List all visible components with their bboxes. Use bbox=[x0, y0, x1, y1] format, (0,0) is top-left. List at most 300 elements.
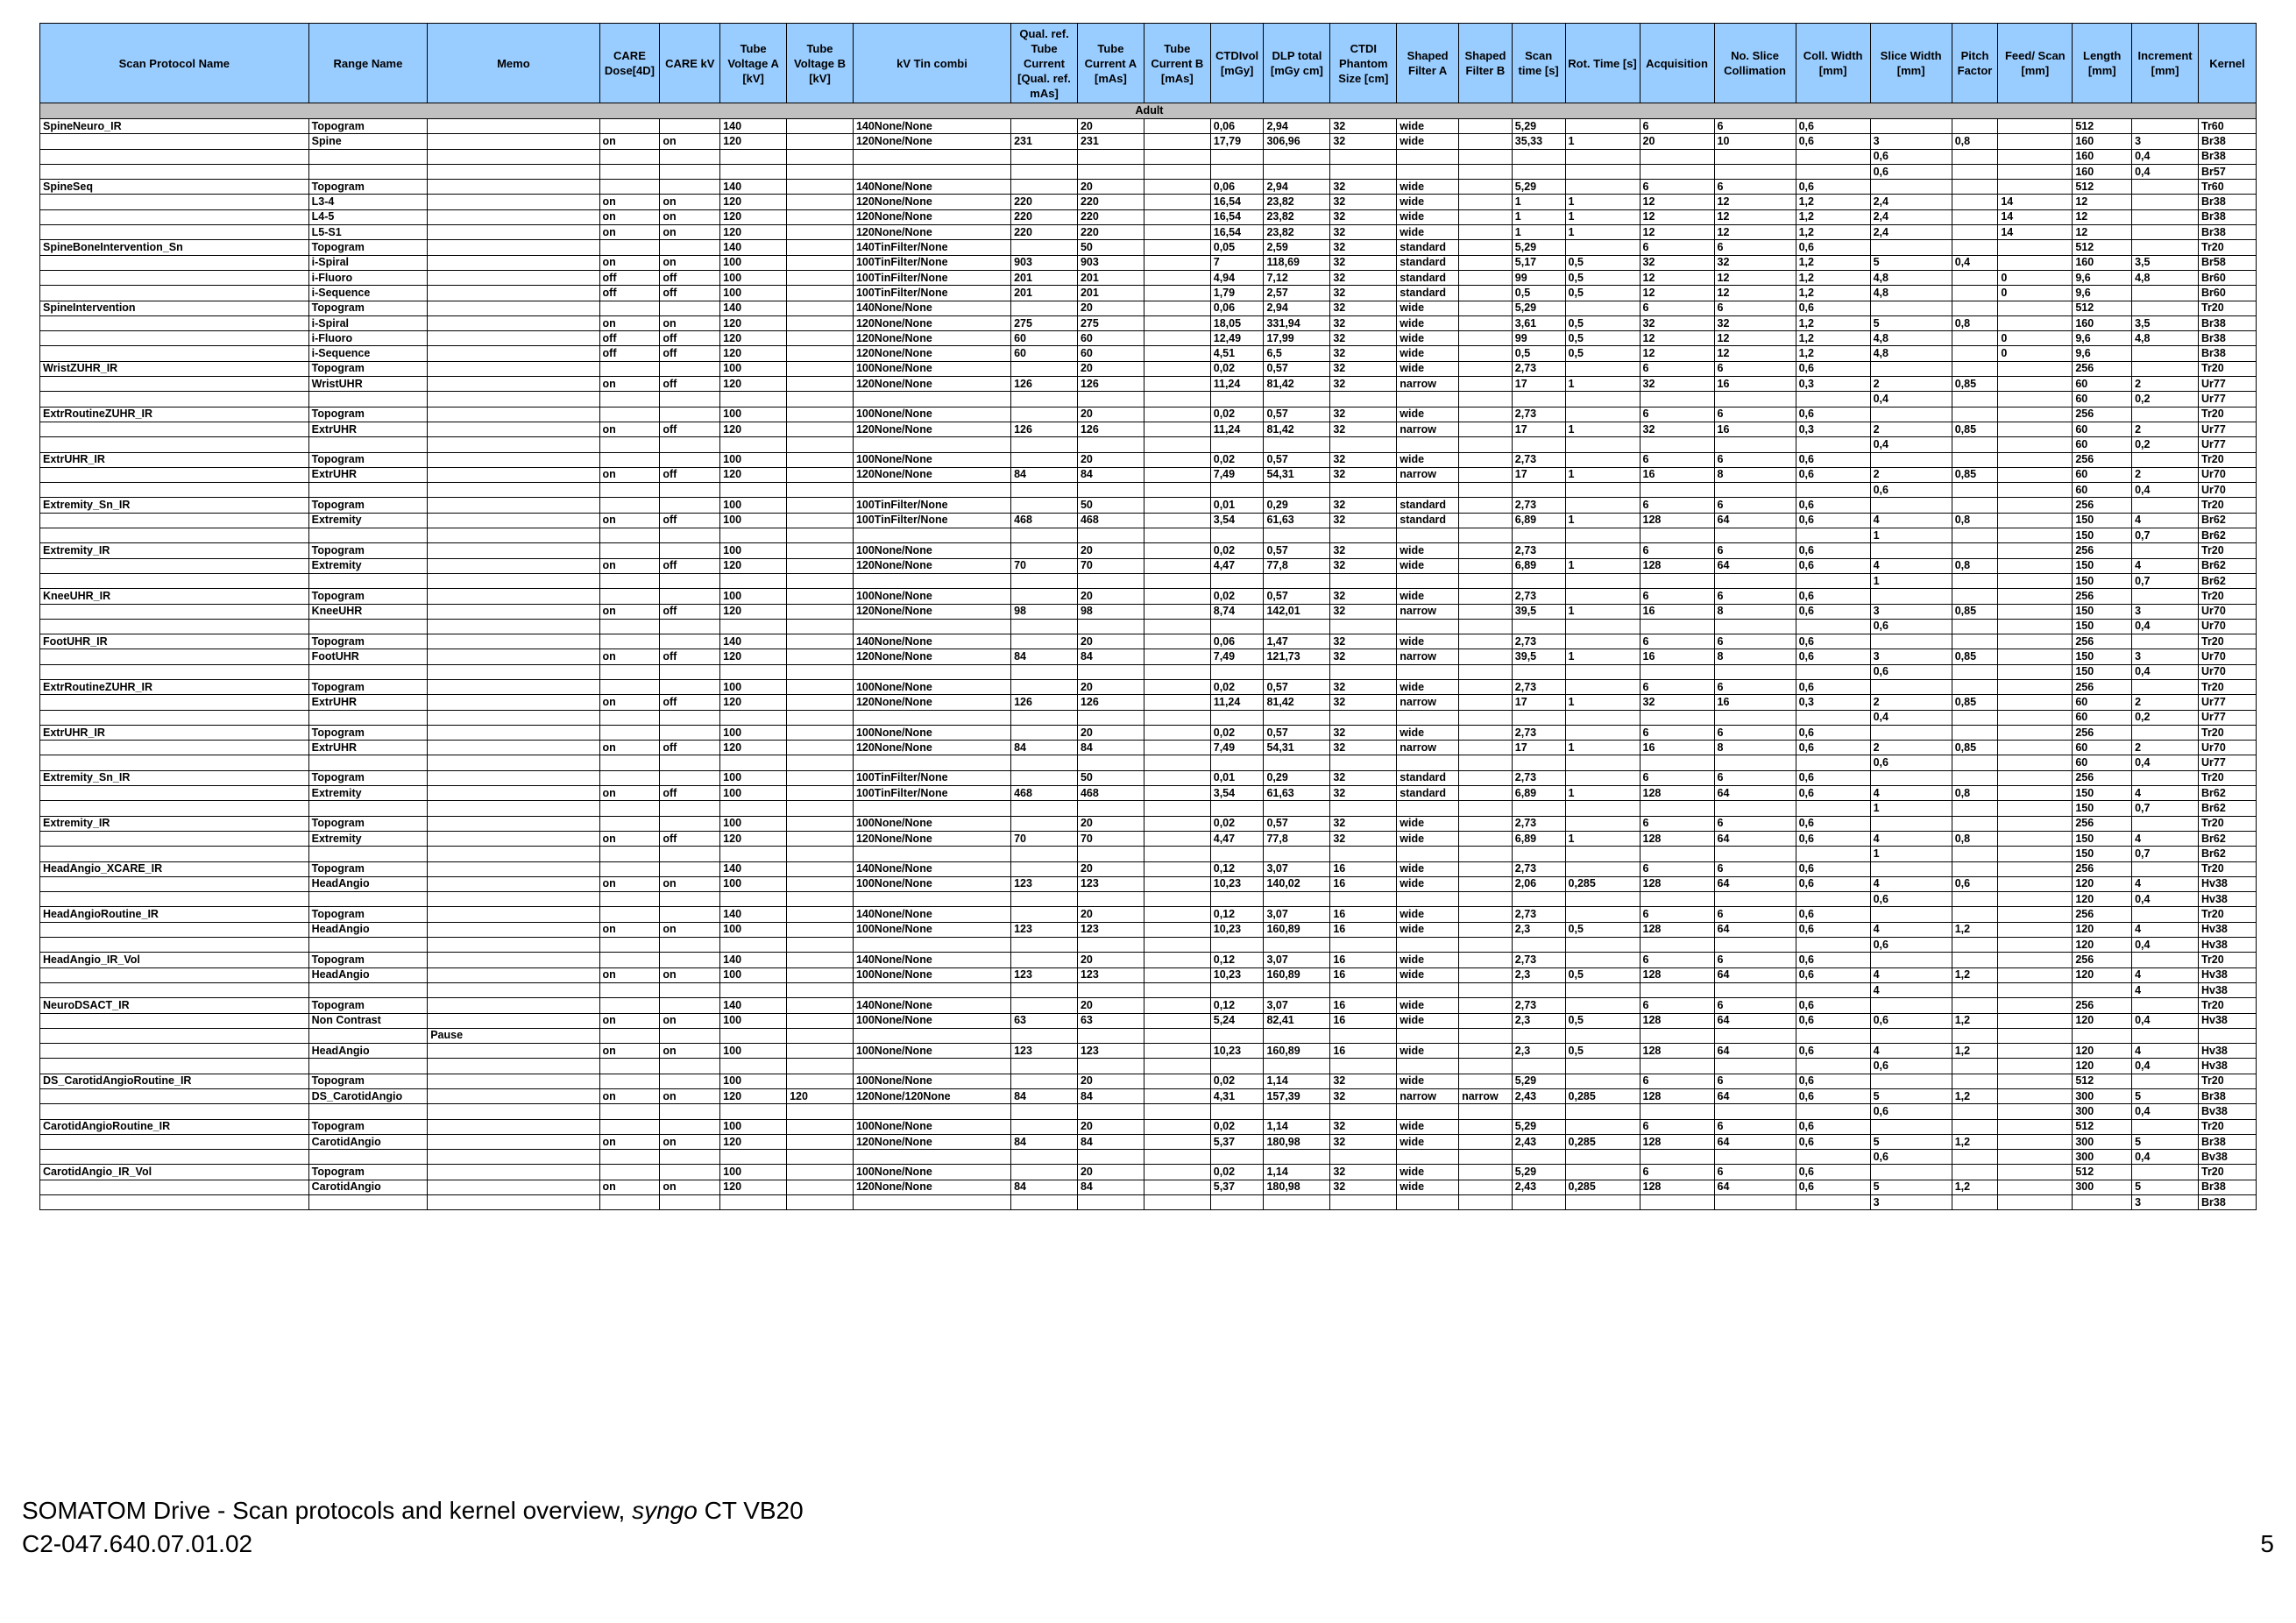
cell-shaped-filter-b bbox=[1459, 301, 1513, 315]
cell-kv-tin-combi bbox=[853, 164, 1010, 179]
cell-acquisition: 16 bbox=[1640, 604, 1714, 619]
cell-kv-tin-combi: 100None/None bbox=[853, 1074, 1010, 1088]
cell-care-kv bbox=[660, 1150, 720, 1165]
cell-care-kv bbox=[660, 892, 720, 907]
cell-acquisition bbox=[1640, 1150, 1714, 1165]
cell-scan-time-s bbox=[1512, 1028, 1565, 1043]
cell-memo bbox=[428, 1150, 599, 1165]
cell-shaped-filter-a: narrow bbox=[1397, 695, 1459, 710]
table-row bbox=[40, 1134, 2257, 1149]
cell-kv-tin-combi: 140None/None bbox=[853, 953, 1010, 967]
cell-length-mm: 300 bbox=[2073, 1104, 2132, 1119]
cell-length-mm: 512 bbox=[2073, 1074, 2132, 1088]
cell-scan-time-s bbox=[1512, 483, 1565, 498]
cell-coll-width-mm bbox=[1796, 710, 1870, 725]
cell-range-name: Topogram bbox=[308, 907, 428, 922]
cell-coll-width-mm bbox=[1796, 483, 1870, 498]
cell-rot-time-s bbox=[1565, 953, 1640, 967]
cell-shaped-filter-a: narrow bbox=[1397, 1089, 1459, 1104]
cell-care-kv bbox=[660, 755, 720, 770]
cell-acquisition: 128 bbox=[1640, 922, 1714, 937]
cell-feed-scan-mm bbox=[1998, 953, 2073, 967]
cell-ctdivol-mgy: 0,12 bbox=[1210, 998, 1264, 1013]
cell-tube-current-b-mas bbox=[1144, 407, 1210, 422]
cell-kv-tin-combi: 120None/None bbox=[853, 558, 1010, 573]
cell-dlp-total-mgy-cm: 140,02 bbox=[1264, 876, 1330, 891]
cell-care-dose-4d: on bbox=[599, 695, 660, 710]
cell-kv-tin-combi bbox=[853, 528, 1010, 543]
cell-pitch-factor: 0,85 bbox=[1952, 467, 1998, 482]
cell-care-dose-4d bbox=[599, 437, 660, 452]
cell-length-mm: 150 bbox=[2073, 528, 2132, 543]
cell-ctdivol-mgy bbox=[1210, 1104, 1264, 1119]
cell-feed-scan-mm bbox=[1998, 301, 2073, 315]
cell-tube-current-a-mas: 20 bbox=[1077, 907, 1144, 922]
cell-coll-width-mm: 0,6 bbox=[1796, 861, 1870, 876]
cell-range-name: Topogram bbox=[308, 452, 428, 467]
cell-memo bbox=[428, 407, 599, 422]
cell-tube-current-b-mas bbox=[1144, 847, 1210, 861]
table-row bbox=[40, 1059, 2257, 1074]
cell-range-name: Topogram bbox=[308, 1119, 428, 1134]
cell-care-kv bbox=[660, 1165, 720, 1180]
cell-ctdivol-mgy bbox=[1210, 149, 1264, 164]
cell-scan-time-s bbox=[1512, 392, 1565, 407]
cell-qual-ref-tube-current-qual-ref-mas bbox=[1011, 1165, 1078, 1180]
cell-qual-ref-tube-current-qual-ref-mas bbox=[1011, 528, 1078, 543]
cell-rot-time-s bbox=[1565, 361, 1640, 376]
cell-no-slice-collimation: 6 bbox=[1714, 543, 1796, 558]
cell-pitch-factor bbox=[1952, 1028, 1998, 1043]
column-header-tube-voltage-a-kv: Tube Voltage A [kV] bbox=[720, 24, 787, 103]
cell-memo bbox=[428, 741, 599, 755]
table-row bbox=[40, 180, 2257, 195]
cell-shaped-filter-b bbox=[1459, 634, 1513, 649]
cell-qual-ref-tube-current-qual-ref-mas bbox=[1011, 483, 1078, 498]
cell-rot-time-s: 1 bbox=[1565, 467, 1640, 482]
cell-tube-voltage-b-kv bbox=[787, 270, 854, 285]
cell-dlp-total-mgy-cm bbox=[1264, 392, 1330, 407]
cell-coll-width-mm bbox=[1796, 982, 1870, 997]
cell-dlp-total-mgy-cm: 180,98 bbox=[1264, 1180, 1330, 1194]
cell-tube-current-a-mas: 70 bbox=[1077, 558, 1144, 573]
cell-acquisition: 6 bbox=[1640, 589, 1714, 604]
cell-care-dose-4d bbox=[599, 892, 660, 907]
cell-acquisition bbox=[1640, 573, 1714, 588]
cell-no-slice-collimation bbox=[1714, 664, 1796, 679]
cell-acquisition: 6 bbox=[1640, 1165, 1714, 1180]
cell-tube-voltage-a-kv: 140 bbox=[720, 240, 787, 255]
cell-ctdi-phantom-size-cm: 32 bbox=[1330, 513, 1397, 528]
cell-care-kv bbox=[660, 483, 720, 498]
cell-scan-protocol-name bbox=[40, 1013, 309, 1028]
cell-no-slice-collimation: 6 bbox=[1714, 119, 1796, 134]
cell-scan-protocol-name: HeadAngio_XCARE_IR bbox=[40, 861, 309, 876]
cell-care-dose-4d: on bbox=[599, 1180, 660, 1194]
cell-feed-scan-mm bbox=[1998, 1134, 2073, 1149]
cell-care-kv: on bbox=[660, 1134, 720, 1149]
cell-tube-voltage-b-kv bbox=[787, 710, 854, 725]
cell-dlp-total-mgy-cm bbox=[1264, 619, 1330, 634]
cell-ctdi-phantom-size-cm bbox=[1330, 437, 1397, 452]
cell-coll-width-mm: 0,6 bbox=[1796, 1134, 1870, 1149]
cell-dlp-total-mgy-cm: 118,69 bbox=[1264, 255, 1330, 270]
cell-slice-width-mm: 4,8 bbox=[1870, 331, 1952, 346]
cell-length-mm: 160 bbox=[2073, 134, 2132, 149]
cell-qual-ref-tube-current-qual-ref-mas bbox=[1011, 392, 1078, 407]
cell-coll-width-mm: 1,2 bbox=[1796, 315, 1870, 330]
cell-shaped-filter-a bbox=[1397, 437, 1459, 452]
cell-scan-time-s bbox=[1512, 1150, 1565, 1165]
cell-qual-ref-tube-current-qual-ref-mas bbox=[1011, 619, 1078, 634]
cell-range-name: Topogram bbox=[308, 119, 428, 134]
cell-rot-time-s: 0,285 bbox=[1565, 876, 1640, 891]
cell-increment-mm bbox=[2132, 1119, 2199, 1134]
cell-care-dose-4d: on bbox=[599, 1134, 660, 1149]
cell-care-dose-4d: on bbox=[599, 225, 660, 240]
cell-qual-ref-tube-current-qual-ref-mas: 84 bbox=[1011, 467, 1078, 482]
cell-feed-scan-mm bbox=[1998, 407, 2073, 422]
cell-slice-width-mm bbox=[1870, 1074, 1952, 1088]
cell-kernel: Br62 bbox=[2199, 528, 2257, 543]
cell-rot-time-s: 1 bbox=[1565, 225, 1640, 240]
cell-scan-protocol-name: Extremity_Sn_IR bbox=[40, 770, 309, 785]
cell-tube-current-b-mas bbox=[1144, 710, 1210, 725]
cell-tube-current-a-mas: 20 bbox=[1077, 816, 1144, 831]
cell-feed-scan-mm: 14 bbox=[1998, 209, 2073, 224]
cell-kernel: Br62 bbox=[2199, 786, 2257, 801]
cell-ctdivol-mgy: 10,23 bbox=[1210, 967, 1264, 982]
cell-care-kv: on bbox=[660, 1180, 720, 1194]
cell-no-slice-collimation bbox=[1714, 483, 1796, 498]
cell-no-slice-collimation: 6 bbox=[1714, 1119, 1796, 1134]
table-row bbox=[40, 938, 2257, 953]
cell-coll-width-mm bbox=[1796, 619, 1870, 634]
table-row bbox=[40, 377, 2257, 392]
cell-kernel: Br38 bbox=[2199, 346, 2257, 361]
cell-increment-mm: 2 bbox=[2132, 467, 2199, 482]
cell-qual-ref-tube-current-qual-ref-mas bbox=[1011, 1104, 1078, 1119]
cell-pitch-factor bbox=[1952, 573, 1998, 588]
cell-scan-time-s: 2,43 bbox=[1512, 1089, 1565, 1104]
cell-scan-time-s: 2,73 bbox=[1512, 770, 1565, 785]
cell-slice-width-mm: 0,6 bbox=[1870, 1059, 1952, 1074]
cell-ctdi-phantom-size-cm bbox=[1330, 892, 1397, 907]
cell-coll-width-mm: 0,6 bbox=[1796, 119, 1870, 134]
cell-slice-width-mm: 4,8 bbox=[1870, 270, 1952, 285]
cell-tube-voltage-b-kv bbox=[787, 483, 854, 498]
cell-kv-tin-combi bbox=[853, 573, 1010, 588]
cell-ctdi-phantom-size-cm: 32 bbox=[1330, 346, 1397, 361]
cell-memo bbox=[428, 301, 599, 315]
table-row bbox=[40, 558, 2257, 573]
cell-range-name: Topogram bbox=[308, 634, 428, 649]
cell-range-name: Topogram bbox=[308, 407, 428, 422]
cell-memo bbox=[428, 634, 599, 649]
cell-slice-width-mm: 2,4 bbox=[1870, 209, 1952, 224]
cell-ctdi-phantom-size-cm: 32 bbox=[1330, 315, 1397, 330]
cell-range-name: Extremity bbox=[308, 558, 428, 573]
cell-increment-mm bbox=[2132, 361, 2199, 376]
cell-slice-width-mm: 5 bbox=[1870, 1180, 1952, 1194]
cell-range-name bbox=[308, 392, 428, 407]
cell-tube-voltage-b-kv bbox=[787, 755, 854, 770]
cell-care-kv: on bbox=[660, 209, 720, 224]
cell-pitch-factor bbox=[1952, 1150, 1998, 1165]
cell-coll-width-mm: 0,6 bbox=[1796, 876, 1870, 891]
cell-shaped-filter-b bbox=[1459, 1119, 1513, 1134]
table-row bbox=[40, 953, 2257, 967]
cell-tube-voltage-b-kv bbox=[787, 953, 854, 967]
cell-coll-width-mm bbox=[1796, 755, 1870, 770]
cell-care-dose-4d: off bbox=[599, 331, 660, 346]
cell-rot-time-s bbox=[1565, 816, 1640, 831]
cell-qual-ref-tube-current-qual-ref-mas: 126 bbox=[1011, 377, 1078, 392]
cell-kernel: Hv38 bbox=[2199, 1044, 2257, 1059]
cell-feed-scan-mm bbox=[1998, 315, 2073, 330]
cell-memo bbox=[428, 892, 599, 907]
table-row bbox=[40, 164, 2257, 179]
cell-feed-scan-mm: 0 bbox=[1998, 346, 2073, 361]
cell-coll-width-mm bbox=[1796, 1028, 1870, 1043]
cell-ctdi-phantom-size-cm bbox=[1330, 801, 1397, 816]
cell-shaped-filter-b: narrow bbox=[1459, 1089, 1513, 1104]
cell-pitch-factor bbox=[1952, 953, 1998, 967]
cell-qual-ref-tube-current-qual-ref-mas bbox=[1011, 149, 1078, 164]
cell-ctdivol-mgy bbox=[1210, 1059, 1264, 1074]
cell-tube-voltage-b-kv: 120 bbox=[787, 1089, 854, 1104]
cell-scan-protocol-name: NeuroDSACT_IR bbox=[40, 998, 309, 1013]
cell-tube-current-a-mas bbox=[1077, 801, 1144, 816]
cell-acquisition bbox=[1640, 710, 1714, 725]
cell-tube-voltage-b-kv bbox=[787, 407, 854, 422]
cell-tube-current-b-mas bbox=[1144, 528, 1210, 543]
cell-ctdi-phantom-size-cm: 32 bbox=[1330, 286, 1397, 301]
cell-range-name: Topogram bbox=[308, 998, 428, 1013]
cell-tube-voltage-a-kv bbox=[720, 164, 787, 179]
cell-scan-time-s: 5,29 bbox=[1512, 301, 1565, 315]
table-row bbox=[40, 513, 2257, 528]
cell-kv-tin-combi: 120None/None bbox=[853, 1180, 1010, 1194]
cell-acquisition: 16 bbox=[1640, 649, 1714, 664]
cell-acquisition bbox=[1640, 801, 1714, 816]
cell-tube-current-b-mas bbox=[1144, 786, 1210, 801]
cell-tube-current-b-mas bbox=[1144, 938, 1210, 953]
cell-tube-voltage-b-kv bbox=[787, 573, 854, 588]
cell-qual-ref-tube-current-qual-ref-mas: 84 bbox=[1011, 1089, 1078, 1104]
cell-shaped-filter-a: wide bbox=[1397, 1180, 1459, 1194]
cell-no-slice-collimation bbox=[1714, 847, 1796, 861]
cell-feed-scan-mm bbox=[1998, 967, 2073, 982]
cell-shaped-filter-b bbox=[1459, 725, 1513, 740]
cell-length-mm: 60 bbox=[2073, 377, 2132, 392]
cell-ctdivol-mgy: 0,12 bbox=[1210, 953, 1264, 967]
cell-tube-current-b-mas bbox=[1144, 270, 1210, 285]
cell-length-mm: 256 bbox=[2073, 407, 2132, 422]
cell-dlp-total-mgy-cm: 1,47 bbox=[1264, 634, 1330, 649]
cell-length-mm: 150 bbox=[2073, 847, 2132, 861]
cell-rot-time-s bbox=[1565, 180, 1640, 195]
cell-ctdi-phantom-size-cm bbox=[1330, 847, 1397, 861]
cell-shaped-filter-b bbox=[1459, 907, 1513, 922]
cell-rot-time-s: 1 bbox=[1565, 513, 1640, 528]
cell-kernel: Br62 bbox=[2199, 513, 2257, 528]
cell-acquisition: 128 bbox=[1640, 1180, 1714, 1194]
cell-pitch-factor bbox=[1952, 119, 1998, 134]
table-row bbox=[40, 907, 2257, 922]
cell-no-slice-collimation: 64 bbox=[1714, 1089, 1796, 1104]
cell-tube-voltage-a-kv: 120 bbox=[720, 331, 787, 346]
cell-increment-mm bbox=[2132, 725, 2199, 740]
cell-kernel: Tr20 bbox=[2199, 998, 2257, 1013]
cell-no-slice-collimation: 8 bbox=[1714, 649, 1796, 664]
cell-shaped-filter-b bbox=[1459, 270, 1513, 285]
cell-increment-mm: 3 bbox=[2132, 649, 2199, 664]
cell-slice-width-mm bbox=[1870, 589, 1952, 604]
cell-care-dose-4d: on bbox=[599, 558, 660, 573]
cell-shaped-filter-a: wide bbox=[1397, 861, 1459, 876]
cell-scan-time-s bbox=[1512, 847, 1565, 861]
cell-length-mm: 150 bbox=[2073, 664, 2132, 679]
cell-scan-time-s bbox=[1512, 664, 1565, 679]
cell-care-kv bbox=[660, 1028, 720, 1043]
cell-scan-time-s: 2,73 bbox=[1512, 361, 1565, 376]
cell-scan-time-s bbox=[1512, 755, 1565, 770]
cell-kernel: Tr20 bbox=[2199, 361, 2257, 376]
cell-scan-time-s: 2,3 bbox=[1512, 1013, 1565, 1028]
cell-tube-current-b-mas bbox=[1144, 331, 1210, 346]
cell-ctdi-phantom-size-cm: 32 bbox=[1330, 589, 1397, 604]
column-header-scan-time-s: Scan time [s] bbox=[1512, 24, 1565, 103]
cell-tube-current-b-mas bbox=[1144, 1013, 1210, 1028]
cell-acquisition bbox=[1640, 938, 1714, 953]
cell-range-name: Extremity bbox=[308, 831, 428, 846]
cell-care-kv bbox=[660, 861, 720, 876]
cell-tube-voltage-a-kv: 120 bbox=[720, 1089, 787, 1104]
cell-length-mm: 120 bbox=[2073, 938, 2132, 953]
cell-kv-tin-combi: 120None/120None bbox=[853, 1089, 1010, 1104]
cell-range-name bbox=[308, 437, 428, 452]
cell-memo bbox=[428, 361, 599, 376]
cell-kv-tin-combi: 120None/None bbox=[853, 1134, 1010, 1149]
cell-length-mm: 9,6 bbox=[2073, 270, 2132, 285]
cell-kernel: Bv38 bbox=[2199, 1104, 2257, 1119]
cell-scan-protocol-name bbox=[40, 134, 309, 149]
cell-scan-protocol-name: SpineNeuro_IR bbox=[40, 119, 309, 134]
cell-tube-current-b-mas bbox=[1144, 679, 1210, 694]
column-header-slice-width-mm: Slice Width [mm] bbox=[1870, 24, 1952, 103]
cell-qual-ref-tube-current-qual-ref-mas bbox=[1011, 119, 1078, 134]
cell-scan-protocol-name: ExtrUHR_IR bbox=[40, 452, 309, 467]
cell-feed-scan-mm bbox=[1998, 741, 2073, 755]
cell-memo bbox=[428, 452, 599, 467]
cell-rot-time-s bbox=[1565, 1150, 1640, 1165]
cell-tube-voltage-a-kv: 100 bbox=[720, 967, 787, 982]
cell-feed-scan-mm bbox=[1998, 361, 2073, 376]
table-row bbox=[40, 240, 2257, 255]
cell-no-slice-collimation: 6 bbox=[1714, 998, 1796, 1013]
cell-tube-current-a-mas: 20 bbox=[1077, 361, 1144, 376]
cell-shaped-filter-a bbox=[1397, 710, 1459, 725]
cell-rot-time-s bbox=[1565, 847, 1640, 861]
cell-acquisition bbox=[1640, 1104, 1714, 1119]
cell-ctdi-phantom-size-cm: 32 bbox=[1330, 134, 1397, 149]
cell-coll-width-mm: 0,6 bbox=[1796, 361, 1870, 376]
cell-qual-ref-tube-current-qual-ref-mas bbox=[1011, 861, 1078, 876]
cell-kernel: Br38 bbox=[2199, 149, 2257, 164]
cell-kernel: Br38 bbox=[2199, 331, 2257, 346]
cell-no-slice-collimation bbox=[1714, 1104, 1796, 1119]
cell-length-mm bbox=[2073, 1195, 2132, 1210]
cell-memo bbox=[428, 1134, 599, 1149]
cell-tube-current-a-mas: 20 bbox=[1077, 1119, 1144, 1134]
cell-tube-voltage-b-kv bbox=[787, 149, 854, 164]
cell-pitch-factor bbox=[1952, 543, 1998, 558]
cell-tube-voltage-a-kv: 100 bbox=[720, 589, 787, 604]
cell-shaped-filter-a: wide bbox=[1397, 907, 1459, 922]
cell-pitch-factor bbox=[1952, 164, 1998, 179]
cell-range-name: i-Fluoro bbox=[308, 270, 428, 285]
cell-kernel: Br38 bbox=[2199, 134, 2257, 149]
cell-tube-current-b-mas bbox=[1144, 649, 1210, 664]
cell-scan-protocol-name: Extremity_Sn_IR bbox=[40, 498, 309, 513]
cell-scan-protocol-name bbox=[40, 573, 309, 588]
table-row bbox=[40, 1013, 2257, 1028]
cell-range-name bbox=[308, 938, 428, 953]
cell-coll-width-mm: 0,6 bbox=[1796, 953, 1870, 967]
cell-range-name bbox=[308, 755, 428, 770]
cell-tube-voltage-b-kv bbox=[787, 225, 854, 240]
cell-kernel: Br62 bbox=[2199, 801, 2257, 816]
cell-qual-ref-tube-current-qual-ref-mas bbox=[1011, 953, 1078, 967]
cell-qual-ref-tube-current-qual-ref-mas: 220 bbox=[1011, 195, 1078, 209]
cell-tube-current-a-mas: 20 bbox=[1077, 953, 1144, 967]
cell-kv-tin-combi: 100TinFilter/None bbox=[853, 286, 1010, 301]
cell-care-dose-4d bbox=[599, 664, 660, 679]
cell-kernel: Br62 bbox=[2199, 847, 2257, 861]
cell-ctdivol-mgy: 11,24 bbox=[1210, 422, 1264, 436]
cell-qual-ref-tube-current-qual-ref-mas bbox=[1011, 1028, 1078, 1043]
cell-ctdivol-mgy bbox=[1210, 938, 1264, 953]
cell-dlp-total-mgy-cm: 77,8 bbox=[1264, 558, 1330, 573]
cell-tube-voltage-b-kv bbox=[787, 741, 854, 755]
cell-scan-protocol-name bbox=[40, 876, 309, 891]
cell-kernel: Ur70 bbox=[2199, 664, 2257, 679]
cell-memo bbox=[428, 1195, 599, 1210]
table-row bbox=[40, 209, 2257, 224]
cell-feed-scan-mm bbox=[1998, 1028, 2073, 1043]
cell-care-kv bbox=[660, 710, 720, 725]
cell-tube-current-a-mas bbox=[1077, 164, 1144, 179]
cell-care-kv: off bbox=[660, 377, 720, 392]
cell-scan-time-s bbox=[1512, 528, 1565, 543]
cell-kv-tin-combi: 120None/None bbox=[853, 422, 1010, 436]
cell-qual-ref-tube-current-qual-ref-mas bbox=[1011, 407, 1078, 422]
cell-tube-voltage-b-kv bbox=[787, 861, 854, 876]
cell-range-name bbox=[308, 1104, 428, 1119]
cell-ctdivol-mgy bbox=[1210, 755, 1264, 770]
cell-dlp-total-mgy-cm: 0,57 bbox=[1264, 407, 1330, 422]
cell-scan-protocol-name bbox=[40, 467, 309, 482]
cell-slice-width-mm bbox=[1870, 407, 1952, 422]
cell-qual-ref-tube-current-qual-ref-mas bbox=[1011, 1150, 1078, 1165]
table-row bbox=[40, 967, 2257, 982]
cell-kernel: Hv38 bbox=[2199, 967, 2257, 982]
cell-slice-width-mm bbox=[1870, 770, 1952, 785]
cell-tube-current-b-mas bbox=[1144, 664, 1210, 679]
cell-qual-ref-tube-current-qual-ref-mas: 70 bbox=[1011, 558, 1078, 573]
cell-pitch-factor bbox=[1952, 816, 1998, 831]
